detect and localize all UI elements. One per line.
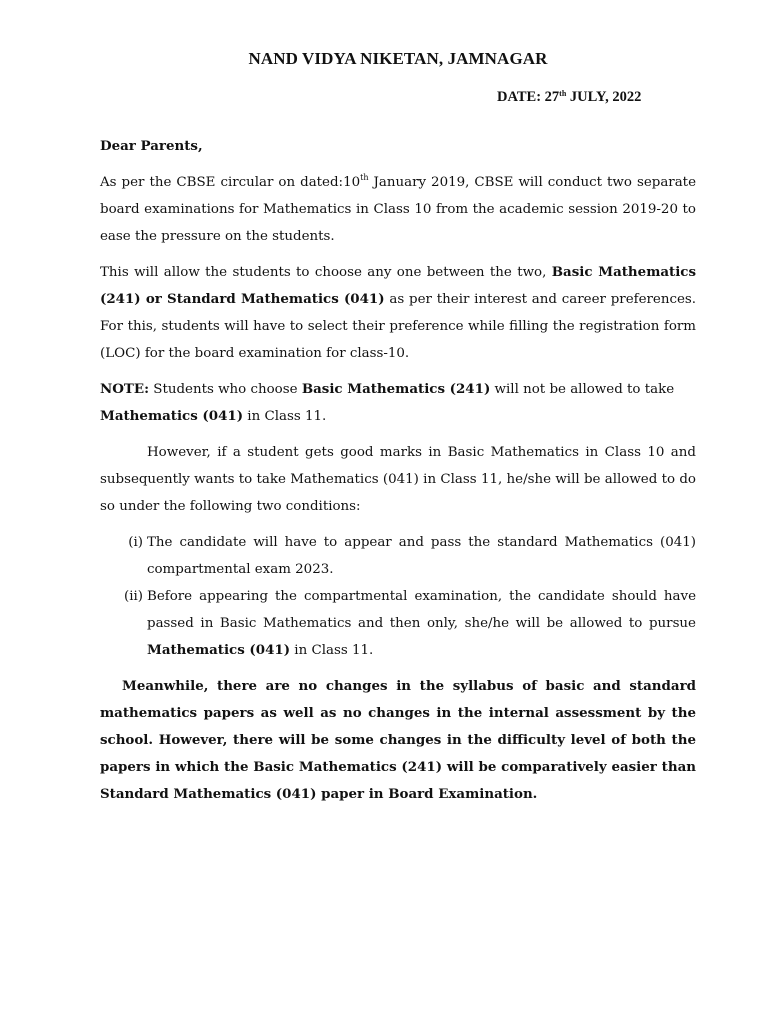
paragraph-meanwhile: Meanwhile, there are no changes in the syllabus of basic and standard mathematics papers as well as no changes in the internal assessment by the school. However, there will be some changes in the difficulty level of both the papers in which the Basic Mathematics (241) will be comparatively easier than Standard Mathematics (041) paper in Board Examination. (100, 678, 696, 802)
condition-text: The candidate will have to appear and pass the standard Mathematics (041) compartmental exam 2023. (147, 535, 696, 577)
condition-item (100, 529, 696, 583)
date-prefix: DATE: 27 (497, 89, 560, 105)
note-text-e: in Class 11. (243, 409, 327, 424)
condition-text (147, 583, 696, 664)
date-ordinal: th (559, 89, 567, 98)
para1-text-a: As per the CBSE circular on dated:10 (100, 175, 361, 190)
para2-text-a: This will allow the students to choose any one between the two, (100, 265, 552, 280)
paragraph-however: However, if a student gets good marks in Basic Mathematics in Class 10 and subsequently wants to take Mathematics (041) in Class 11, he/she will be allowed to do so under the following two conditions: (100, 445, 696, 514)
condition-item (100, 583, 696, 664)
note-bold-math: Mathematics (041) (100, 408, 244, 424)
para2-text-c: as per their interest and career preferences. For this, students will have to select their preference while filling the registration form (LOC) for the board examination for class-10. (100, 292, 697, 361)
note-text-c: will not be allowed to take (490, 382, 675, 397)
paragraph-cbse-circular (100, 169, 696, 250)
condition-2-tail: in Class 11. (290, 643, 374, 658)
condition-number: (i) (128, 535, 143, 550)
note-bold-basic: Basic Mathematics (241) (301, 381, 491, 397)
paragraph-note (100, 376, 696, 430)
condition-2-bold: Mathematics (041) (147, 642, 291, 658)
school-name: NAND VIDYA NIKETAN, JAMNAGAR (248, 49, 548, 68)
paragraph-choice (100, 259, 696, 367)
letter-date (497, 89, 641, 106)
date-suffix: JULY, 2022 (566, 89, 642, 105)
para2-bold: Basic Mathematics (241) or Standard Mathematics (041) (100, 264, 697, 307)
salutation: Dear Parents, (100, 138, 203, 154)
condition-2-text: Before appearing the compartmental examination, the candidate should have passed in Basic Mathematics and then only, she/he will be allowed to pursue (147, 589, 696, 631)
conditions-list (100, 529, 696, 664)
letter-body (100, 133, 696, 817)
para1-ordinal: th (360, 173, 369, 182)
condition-number: (ii) (123, 589, 143, 604)
para1-text-b: January 2019, CBSE will conduct two separate board examinations for Mathematics in Class 10 from the academic session 2019-20 to ease the pressure on the students. (100, 175, 696, 244)
note-text-a: Students who choose (149, 382, 302, 397)
note-label: NOTE: (100, 381, 150, 397)
